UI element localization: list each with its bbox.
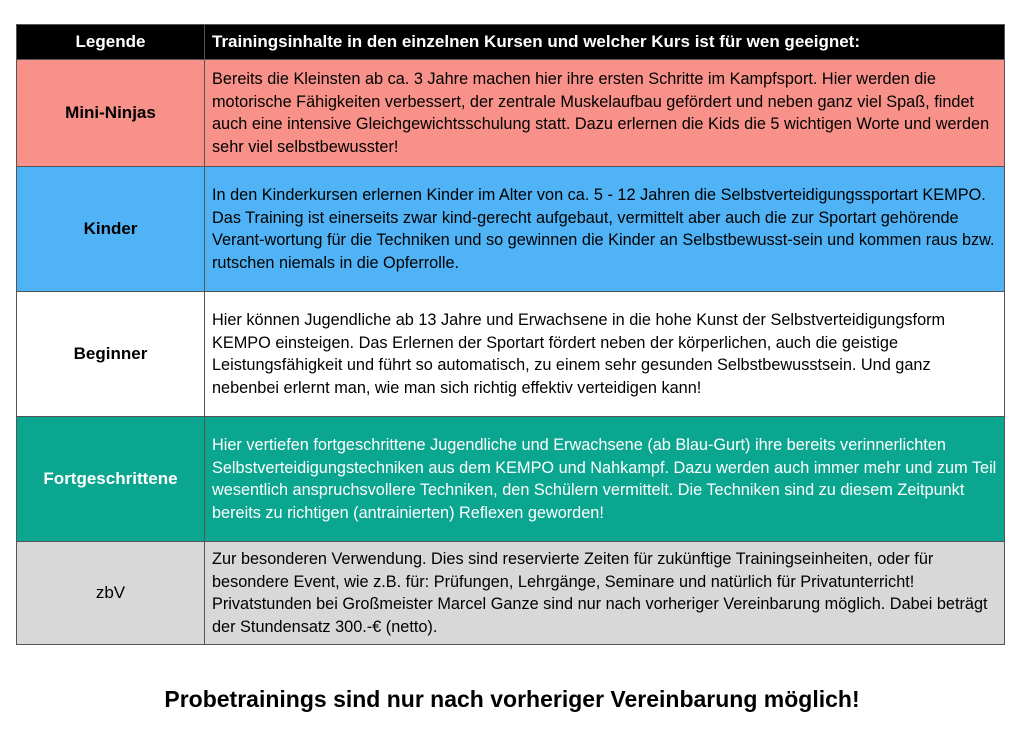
trial-training-note: Probetrainings sind nur nach vorheriger Vereinbarung möglich! <box>164 686 860 712</box>
course-description-kinder: In den Kinderkursen erlernen Kinder im Alter von ca. 5 - 12 Jahren die Selbstverteidigungssportart KEMPO. Das Training ist einerseits zwar kind-gerecht aufgebaut, vermittelt aber auch die zur Sportart gehörende Verant-wortung für die Techniken und so gewinnen die Kinder an Selbstbewusst-sein und kommen raus bzw. rutschen niemals in die Opferrolle. <box>205 167 1005 292</box>
course-label-kinder: Kinder <box>17 167 205 292</box>
course-label-zbv: zbV <box>17 542 205 645</box>
table-row-zbv <box>17 542 1005 645</box>
course-label-fortgeschrittene: Fortgeschrittene <box>17 417 205 542</box>
table-row-kinder <box>17 167 1005 292</box>
table-header-row <box>17 25 1005 60</box>
course-description-fortgeschrittene: Hier vertiefen fortgeschrittene Jugendliche und Erwachsene (ab Blau-Gurt) ihre bereits verinnerlichten Selbstverteidigungstechniken aus dem KEMPO und Nahkampf. Dazu werden auch immer mehr und zum Teil wesentlich anspruchsvollere Techniken, den Schülern vermittelt. Die Techniken sind zu diesem Zeitpunkt bereits zu richtigen (antrainierten) Reflexen geworden! <box>205 417 1005 542</box>
table-row-beginner <box>17 292 1005 417</box>
course-label-mini-ninjas: Mini-Ninjas <box>17 60 205 167</box>
table-row-fortgeschrittene <box>17 417 1005 542</box>
course-description-beginner: Hier können Jugendliche ab 13 Jahre und Erwachsene in die hohe Kunst der Selbstverteidigungsform KEMPO einsteigen. Das Erlernen der Sportart fördert neben der körperlichen, auch die geistige Leistungsfähigkeit und führt so automatisch, zu einem sehr gesunden Selbstbewusstsein. Und ganz nebenbei erlernt man, wie man sich richtig effektiv verteidigen kann! <box>205 292 1005 417</box>
course-legend-table <box>16 24 1005 645</box>
course-label-beginner: Beginner <box>17 292 205 417</box>
table-row-mini-ninjas <box>17 60 1005 167</box>
legend-column-header: Legende <box>17 25 205 60</box>
course-description-zbv: Zur besonderen Verwendung. Dies sind reservierte Zeiten für zukünftige Trainingseinheiten, oder für besondere Event, wie z.B. für: Prüfungen, Lehrgänge, Seminare und natürlich für Privatunterricht! Privatstunden bei Großmeister Marcel Ganze sind nur nach vorheriger Vereinbarung möglich. Dabei beträgt der Stundensatz 300.-€ (netto). <box>205 542 1005 645</box>
course-description-mini-ninjas: Bereits die Kleinsten ab ca. 3 Jahre machen hier ihre ersten Schritte im Kampfsport. Hier werden die motorische Fähigkeiten verbessert, der zentrale Muskelaufbau gefördert und neben ganz viel Spaß, findet auch eine intensive Gleichgewichtsschulung statt. Dazu erlernen die Kids die 5 wichtigen Worte und werden sehr viel selbstbewusster! <box>205 60 1005 167</box>
description-column-header: Trainingsinhalte in den einzelnen Kursen und welcher Kurs ist für wen geeignet: <box>205 25 1005 60</box>
